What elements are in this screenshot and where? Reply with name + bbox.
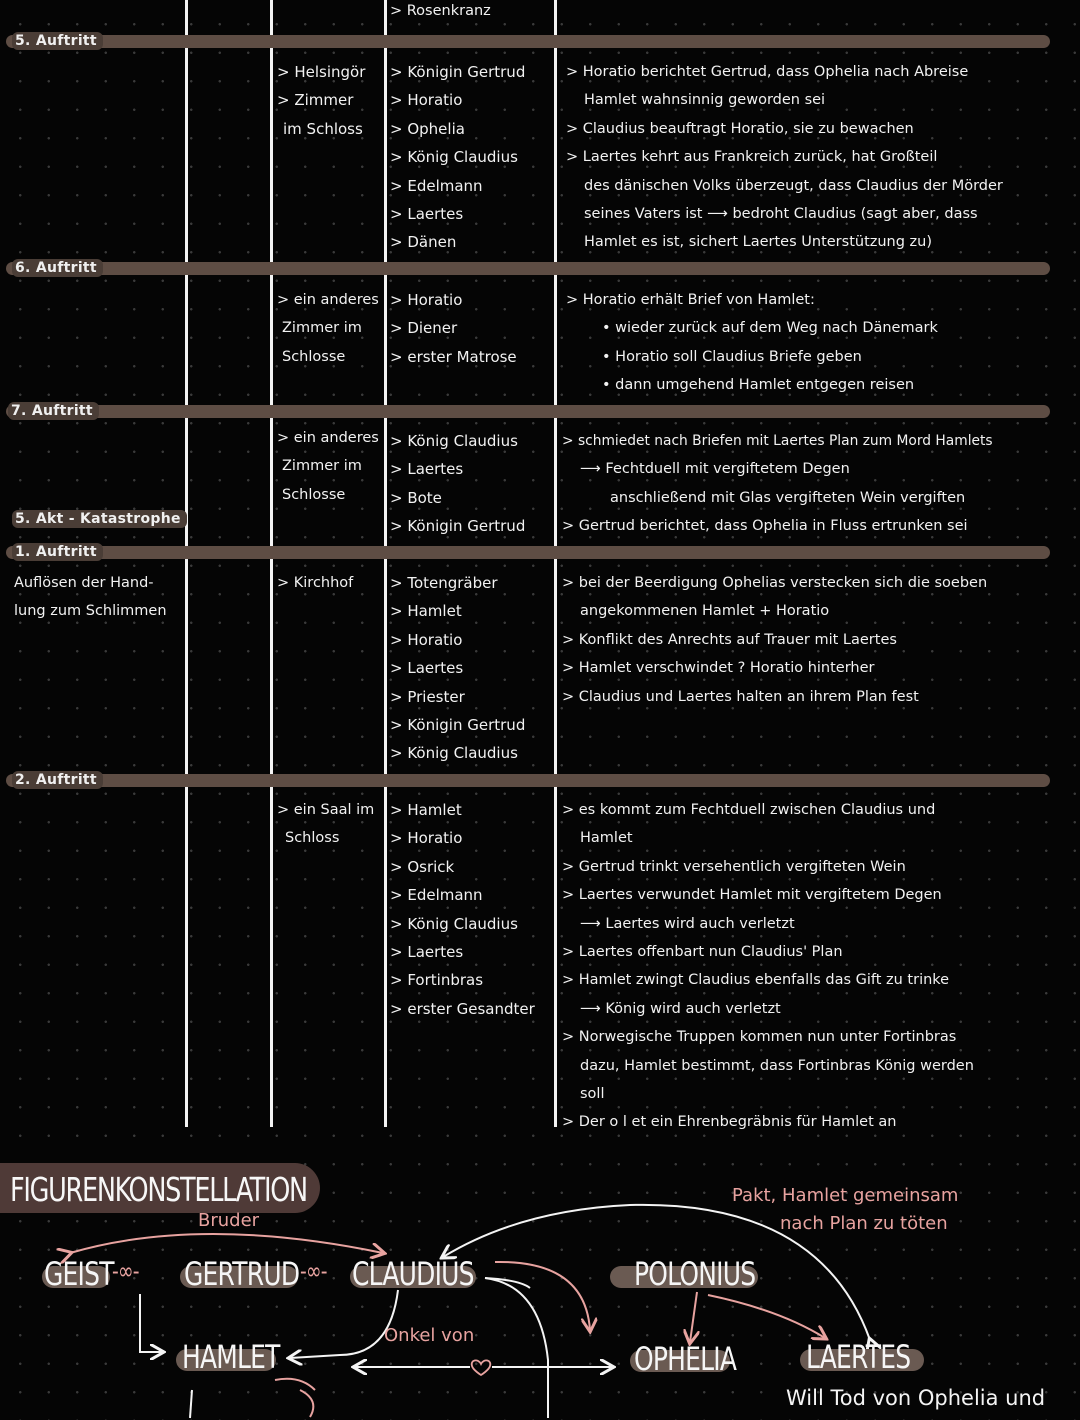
note-line: > Claudius und Laertes halten an ihrem Plan fest (562, 688, 919, 705)
note-line: > Konflikt des Anrechts auf Trauer mit Laertes (562, 631, 897, 648)
person: > Dänen (390, 233, 457, 252)
hamlet-down-line (190, 1390, 192, 1418)
row-separator-4 (6, 546, 1050, 559)
note-line: > Norwegische Truppen kommen nun unter Fortinbras (562, 1029, 957, 1046)
note-line: des dänischen Volks überzeugt, dass Claudius der Mörder (584, 177, 1003, 194)
persons-row1 (390, 58, 525, 257)
row-separator-3 (6, 405, 1050, 418)
person: > König Claudius (390, 148, 518, 167)
person: > Edelmann (390, 886, 483, 905)
onkel-curve (290, 1290, 398, 1358)
notes-row3 (562, 427, 993, 541)
place-row2 (277, 286, 379, 371)
person: > Osrick (390, 857, 455, 876)
note-line: Hamlet es ist, sichert Laertes Unterstützung zu) (584, 234, 933, 251)
column-rule-2 (270, 0, 273, 1127)
note-line: angekommenen Hamlet + Horatio (580, 603, 830, 620)
note-line: dazu, Hamlet bestimmt, dass Fortinbras König werden (580, 1057, 974, 1074)
note-line: > es kommt zum Fechtduell zwischen Claudius und (562, 802, 936, 818)
person: > Hamlet (390, 801, 462, 819)
scene-label-row3: 7. Auftritt (8, 403, 99, 419)
person: > König Claudius (390, 432, 518, 450)
note-line: anschließend mit Glas vergifteten Wein vergiften (610, 489, 966, 506)
scene-label-row4: 1. Auftritt (12, 544, 103, 560)
note-line: ⟶ Laertes wird auch verletzt (580, 915, 795, 932)
place-line: Zimmer im (282, 458, 362, 475)
place-row4 (277, 569, 353, 597)
place-line: im Schloss (283, 119, 363, 138)
place-line: > ein Saal im (277, 802, 375, 818)
note-line: Hamlet (580, 830, 633, 847)
column-rule-4 (554, 0, 557, 1127)
marriage-symbol-1: -∞- (112, 1257, 139, 1285)
note-line: > schmiedet nach Briefen mit Laertes Plan zum Mord Hamlets (562, 433, 993, 449)
note-line: > Claudius beauftragt Horatio, sie zu bewachen (566, 120, 914, 137)
person: > Bote (390, 488, 442, 507)
row-separator-2 (6, 262, 1050, 275)
person: > Horatio (390, 91, 463, 110)
node-hamlet: HAMLET (182, 1338, 280, 1376)
sublabel-line: Auflösen der Hand- (14, 575, 154, 591)
row-separator-5 (6, 774, 1050, 787)
scene-label-row1: 5. Auftritt (12, 33, 103, 49)
place-line: > ein anderes (277, 430, 379, 446)
person: > Diener (390, 319, 458, 338)
note-line: > Laertes kehrt aus Frankreich zurück, hat Großteil (566, 149, 938, 166)
note-line: > Laertes verwundet Hamlet mit vergiftetem Degen (562, 887, 942, 904)
sublabel-row4 (14, 569, 167, 626)
place-line: > Kirchhof (277, 575, 354, 591)
marriage-symbol-2: -∞- (300, 1257, 327, 1285)
note-line: > Gertrud trinkt versehentlich vergifteten Wein (562, 858, 906, 875)
polonius-ophelia-line (690, 1292, 697, 1342)
label-onkel-von: Onkel von (384, 1325, 475, 1346)
place-line: Schlosse (282, 348, 346, 365)
notes-row2 (566, 286, 938, 400)
person: > Priester (390, 687, 465, 706)
note-line: > Hamlet zwingt Claudius ebenfalls das Gift zu trinke (562, 972, 950, 989)
persons-row2 (390, 286, 517, 371)
label-pakt-2: nach Plan zu töten (780, 1213, 948, 1234)
person: > Laertes (390, 204, 464, 223)
person: > Fortinbras (390, 971, 484, 990)
place-row5 (277, 796, 374, 853)
sublabel-line: lung zum Schlimmen (14, 603, 167, 620)
place-line: > ein anderes (277, 292, 379, 308)
note-line: • wieder zurück auf dem Weg nach Dänemark (602, 320, 938, 337)
person: > Hamlet (390, 602, 462, 621)
claudius-right-curve (485, 1278, 548, 1418)
node-ophelia: OPHELIA (634, 1340, 737, 1378)
person: > erster Gesandter (390, 999, 535, 1018)
geist-hamlet-line (140, 1294, 162, 1352)
place-line: Zimmer im (282, 320, 362, 337)
act-label: 5. Akt - Katastrophe (12, 511, 187, 527)
note-line: ⟶ Fechtduell mit vergiftetem Degen (580, 461, 850, 478)
person: > Rosenkranz (390, 3, 491, 19)
note-line: > Der o l et ein Ehrenbegräbnis für Hamlet an (562, 1114, 897, 1131)
claudius-ophelia-curve (495, 1262, 590, 1330)
node-polonius: POLONIUS (634, 1255, 756, 1293)
node-gertrud: GERTRUD (184, 1255, 300, 1293)
note-line: > Laertes offenbart nun Claudius' Plan (562, 943, 843, 960)
persons-row3 (390, 427, 525, 541)
person: > Königin Gertrud (390, 715, 526, 734)
note-line: > Horatio berichtet Gertrud, dass Ophelia nach Abreise (566, 64, 969, 80)
person: > Laertes (390, 460, 464, 479)
place-line: Schlosse (282, 486, 346, 503)
label-laertes-note: Will Tod von Ophelia und (786, 1386, 1046, 1410)
notes-row4 (562, 569, 987, 711)
persons-row4 (390, 569, 525, 768)
column-rule-1 (185, 0, 188, 1127)
note-line: seines Vaters ist ⟶ bedroht Claudius (sagt aber, dass (584, 205, 978, 222)
note-line: ⟶ König wird auch verletzt (580, 1000, 781, 1017)
label-pakt-1: Pakt, Hamlet gemeinsam (732, 1185, 959, 1206)
row-separator-1 (6, 35, 1050, 48)
hamlet-bottom-curve (275, 1379, 315, 1417)
person: > Totengräber (390, 574, 498, 592)
place-row3 (277, 424, 379, 509)
note-line: • dann umgehend Hamlet entgegen reisen (602, 377, 915, 394)
node-laertes: LAERTES (806, 1338, 911, 1376)
note-line: Hamlet wahnsinnig geworden sei (584, 92, 826, 109)
person: > Königin Gertrud (390, 63, 526, 81)
note-line: • Horatio soll Claudius Briefe geben (602, 348, 862, 365)
note-line: > Hamlet verschwindet ? Horatio hinterher (562, 660, 875, 677)
notes-row1 (566, 58, 1003, 257)
column-rule-3 (384, 0, 387, 1127)
place-line: > Helsingör (277, 63, 366, 81)
label-bruder: Bruder (198, 1210, 260, 1231)
person: > Horatio (390, 630, 463, 649)
notes-row5 (562, 796, 974, 1137)
person: > Horatio (390, 829, 463, 848)
persons-row5 (390, 796, 535, 1023)
bruder-arc (70, 1234, 383, 1253)
person: > erster Matrose (390, 347, 517, 366)
scene-label-row5: 2. Auftritt (12, 772, 103, 788)
section-title: FIGURENKONSTELLATION (10, 1170, 307, 1209)
place-row1 (277, 58, 365, 143)
person: > Laertes (390, 659, 464, 678)
node-geist: GEIST (44, 1255, 114, 1293)
person: > Ophelia (390, 119, 465, 138)
note-line: soll (580, 1085, 605, 1102)
node-claudius: CLAUDIUS (352, 1255, 474, 1293)
person: > Edelmann (390, 176, 483, 195)
scene-label-row2: 6. Auftritt (12, 260, 103, 276)
polonius-laertes-line (708, 1295, 825, 1338)
note-line: > Gertrud berichtet, dass Ophelia in Fluss ertrunken sei (562, 518, 968, 535)
heart-icon (472, 1360, 491, 1375)
person: > König Claudius (390, 914, 518, 933)
person: > Königin Gertrud (390, 517, 526, 536)
place-line: Schloss (285, 830, 340, 847)
person: > Horatio (390, 291, 463, 309)
person: > Laertes (390, 942, 464, 961)
note-line: > Horatio erhält Brief von Hamlet: (566, 292, 815, 308)
person: > König Claudius (390, 744, 518, 763)
persons-row0 (390, 0, 491, 25)
place-line: > Zimmer (277, 91, 354, 110)
note-line: > bei der Beerdigung Ophelias verstecken sich die soeben (562, 575, 988, 591)
